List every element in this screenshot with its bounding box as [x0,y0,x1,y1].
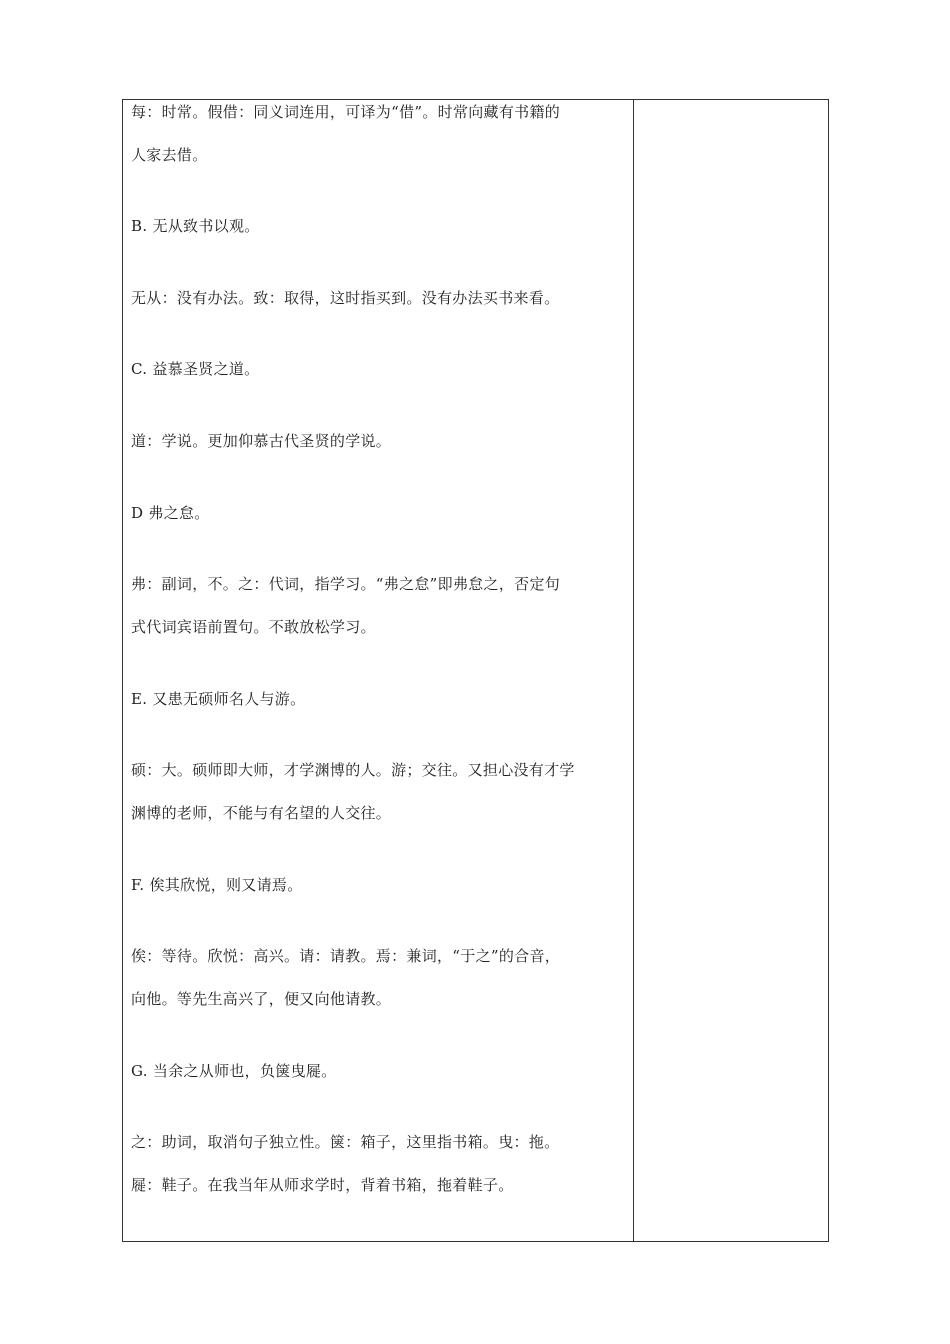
text-line: C. 益慕圣贤之道。 [131,360,260,378]
text-line: F. 俟其欣悦，则又请焉。 [131,876,303,894]
text-line: D 弗之怠。 [131,504,210,522]
text-line: 屣：鞋子。在我当年从师求学时，背着书箱，拖着鞋子。 [131,1176,514,1194]
text-line: B. 无从致书以观。 [131,217,260,235]
notes-table [122,99,829,1242]
text-line: 弗：副词，不。之：代词，指学习。“弗之怠”即弗怠之，否定句 [131,575,561,593]
side-notes-cell [634,100,828,1241]
text-line: 道：学说。更加仰慕古代圣贤的学说。 [131,432,392,450]
text-line: 每：时常。假借：同义词连用，可译为“借”。时常向藏有书籍的 [131,103,561,121]
text-line: E. 又患无硕师名人与游。 [131,690,306,708]
text-line: 人家去借。 [131,146,208,164]
text-line: 硕：大。硕师即大师，才学渊博的人。游；交往。又担心没有才学 [131,761,575,779]
text-line: 式代词宾语前置句。不敢放松学习。 [131,618,376,636]
text-line: 无从：没有办法。致：取得，这时指买到。没有办法买书来看。 [131,289,560,307]
text-line: 之：助词，取消句子独立性。箧：箱子，这里指书箱。曳：拖。 [131,1133,560,1151]
text-line: 向他。等先生高兴了，便又向他请教。 [131,990,392,1008]
notes-cell [123,100,633,1241]
text-line: G. 当余之从师也，负箧曳屣。 [131,1062,337,1080]
text-line: 俟：等待。欣悦：高兴。请：请教。焉：兼词，“于之”的合音， [131,947,561,965]
text-line: 渊博的老师，不能与有名望的人交往。 [131,804,392,822]
